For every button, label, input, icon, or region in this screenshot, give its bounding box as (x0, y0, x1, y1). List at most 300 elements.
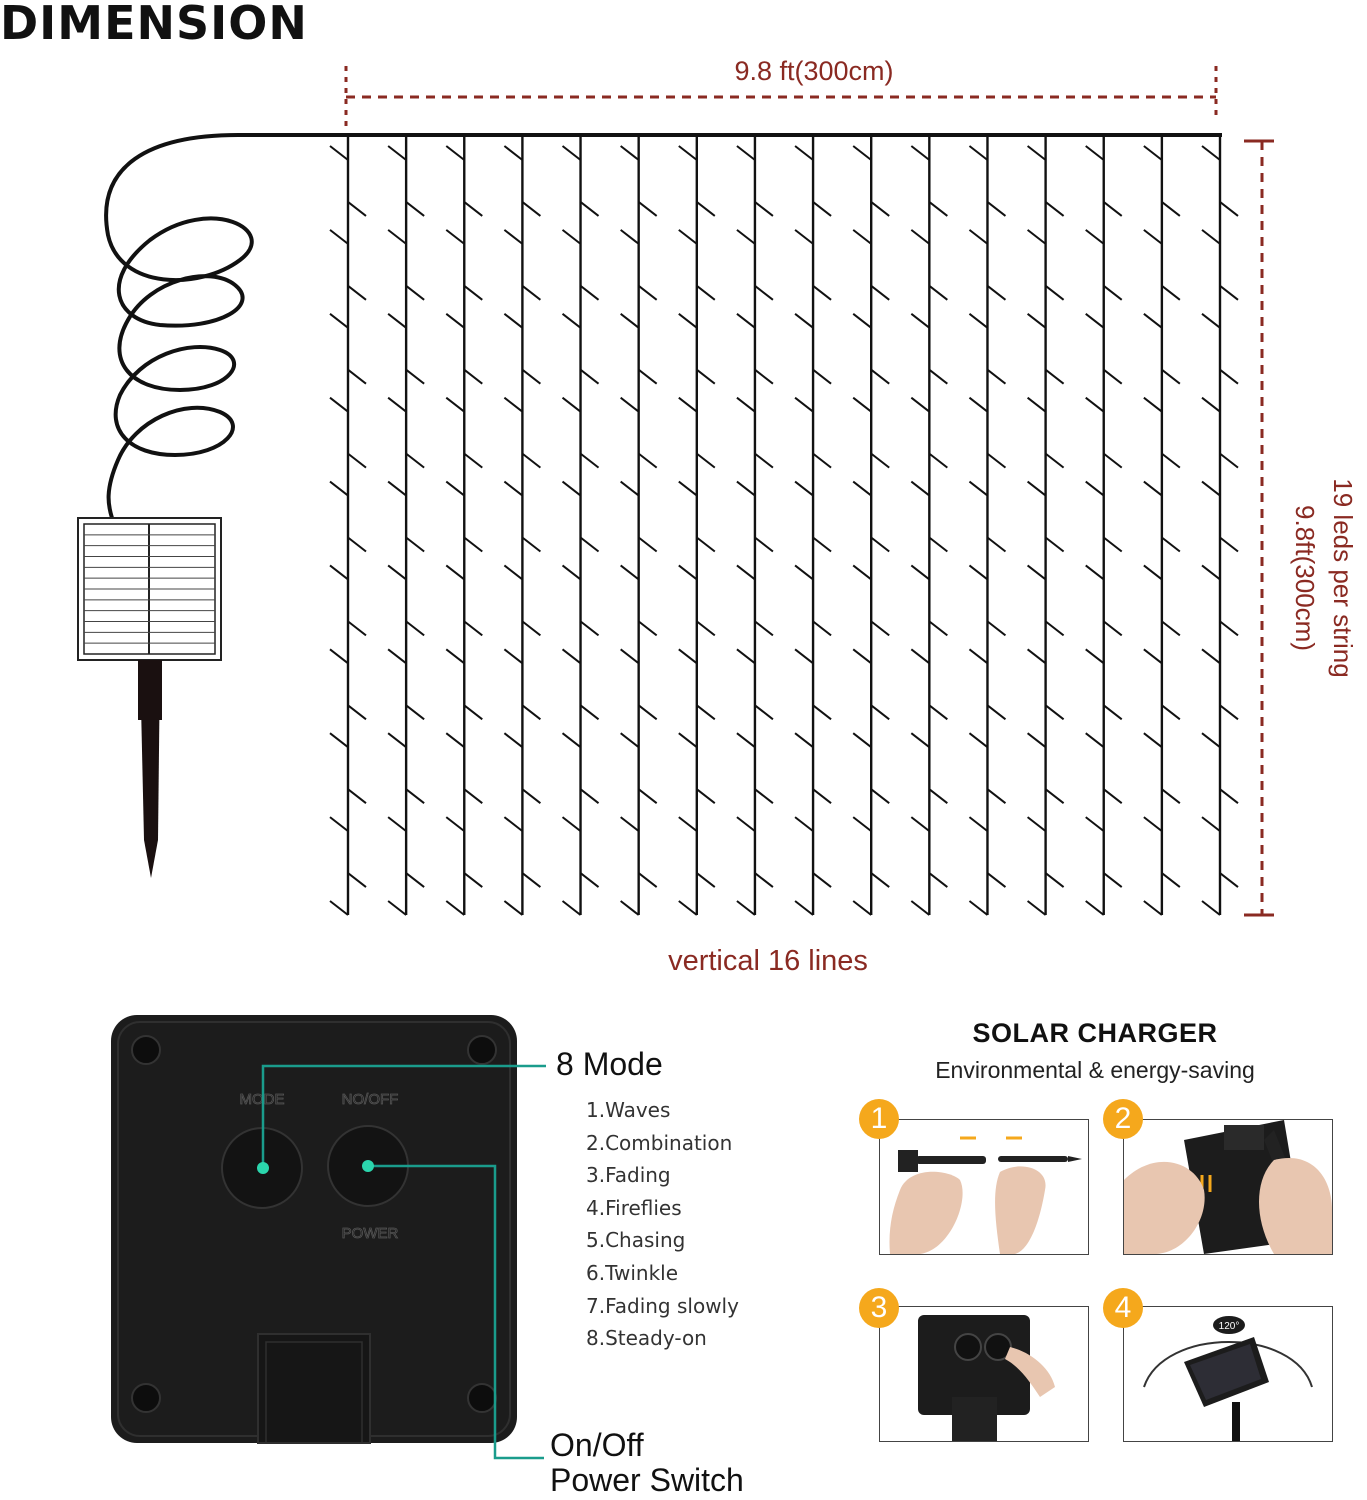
led-bulb (330, 565, 348, 579)
led-bulb (639, 286, 657, 300)
led-bulb (348, 370, 366, 384)
led-bulb (1046, 202, 1064, 216)
led-bulb (969, 398, 987, 412)
led-bulb (853, 398, 871, 412)
led-bulb (697, 705, 715, 719)
led-bulb (330, 901, 348, 915)
led-bulb (795, 146, 813, 160)
led-bulb (1104, 705, 1122, 719)
led-string (446, 137, 482, 915)
led-bulb (1162, 538, 1180, 552)
led-string (853, 137, 889, 915)
led-bulb (1028, 649, 1046, 663)
led-bulb (563, 817, 581, 831)
led-bulb (1086, 314, 1104, 328)
led-bulb (853, 817, 871, 831)
led-bulb (581, 454, 599, 468)
led-bulb (639, 705, 657, 719)
led-bulb (853, 565, 871, 579)
led-bulb (911, 817, 929, 831)
led-bulb (522, 370, 540, 384)
led-string (1086, 137, 1122, 915)
led-bulb (1202, 649, 1220, 663)
led-bulb (755, 873, 773, 887)
led-string (969, 137, 1005, 915)
stake-socket (258, 1334, 370, 1443)
led-bulb (1220, 621, 1238, 635)
led-string (1144, 137, 1180, 915)
led-bulb (581, 538, 599, 552)
led-bulb (1144, 482, 1162, 496)
led-bulb (1220, 705, 1238, 719)
led-bulb (969, 901, 987, 915)
led-bulb (621, 482, 639, 496)
led-bulb (1162, 873, 1180, 887)
led-bulb (871, 286, 889, 300)
mode-item: 4.Fireflies (586, 1195, 682, 1220)
led-bulb (911, 733, 929, 747)
led-bulb (813, 621, 831, 635)
led-bulb (504, 398, 522, 412)
led-bulb (522, 789, 540, 803)
led-bulb (406, 538, 424, 552)
led-bulb (464, 370, 482, 384)
led-bulb (1202, 146, 1220, 160)
led-bulb (929, 286, 947, 300)
led-bulb (563, 733, 581, 747)
led-bulb (348, 705, 366, 719)
led-string (679, 137, 715, 915)
led-bulb (1144, 146, 1162, 160)
led-bulb (697, 370, 715, 384)
power-switch-label (550, 1428, 744, 1498)
led-bulb (1086, 817, 1104, 831)
led-bulb (871, 789, 889, 803)
led-bulb (388, 482, 406, 496)
led-bulb (1144, 733, 1162, 747)
led-bulb (911, 314, 929, 328)
led-bulb (1086, 901, 1104, 915)
led-bulb (813, 538, 831, 552)
led-bulb (1104, 873, 1122, 887)
led-string (330, 137, 366, 915)
solar-panel (78, 518, 221, 660)
led-string (737, 137, 773, 915)
led-bulb (1028, 230, 1046, 244)
led-bulb (1144, 398, 1162, 412)
led-bulb (911, 146, 929, 160)
led-bulb (446, 817, 464, 831)
mode-item: 7.Fading slowly (586, 1293, 739, 1318)
led-bulb (697, 538, 715, 552)
led-bulb (987, 621, 1005, 635)
led-bulb (929, 621, 947, 635)
led-bulb (1028, 817, 1046, 831)
led-bulb (1202, 314, 1220, 328)
step-1-panel (879, 1119, 1089, 1255)
led-bulb (853, 230, 871, 244)
led-bulb (621, 733, 639, 747)
led-bulb (911, 901, 929, 915)
led-bulb (813, 202, 831, 216)
led-bulb (621, 230, 639, 244)
led-bulb (853, 482, 871, 496)
led-bulb (563, 649, 581, 663)
led-bulb (987, 370, 1005, 384)
step-2-panel (1123, 1119, 1333, 1255)
led-bulb (969, 314, 987, 328)
led-bulb (388, 398, 406, 412)
led-bulb (1104, 789, 1122, 803)
angle-label: 120° (1218, 1321, 1240, 1332)
led-bulb (330, 482, 348, 496)
led-bulb (563, 146, 581, 160)
height-label: 9.8ft(300cm) (1290, 505, 1320, 651)
led-bulb (388, 565, 406, 579)
led-bulb (464, 538, 482, 552)
led-bulb (969, 230, 987, 244)
led-bulb (737, 314, 755, 328)
led-bulb (581, 705, 599, 719)
led-bulb (348, 621, 366, 635)
led-bulb (1144, 565, 1162, 579)
led-bulb (1046, 286, 1064, 300)
led-bulb (388, 230, 406, 244)
led-bulb (795, 733, 813, 747)
led-bulb (621, 817, 639, 831)
led-bulb (737, 649, 755, 663)
mode-item: 5.Chasing (586, 1228, 686, 1253)
led-bulb (330, 146, 348, 160)
led-bulb (388, 733, 406, 747)
led-bulb (911, 482, 929, 496)
led-string (621, 137, 657, 915)
led-bulb (969, 565, 987, 579)
led-bulb (581, 873, 599, 887)
led-string (1202, 137, 1238, 915)
led-bulb (1046, 621, 1064, 635)
led-bulb (1028, 398, 1046, 412)
led-bulb (987, 454, 1005, 468)
led-bulb (697, 789, 715, 803)
led-bulb (911, 230, 929, 244)
led-bulb (406, 286, 424, 300)
led-bulb (929, 370, 947, 384)
led-bulb (1162, 621, 1180, 635)
led-bulb (504, 230, 522, 244)
led-bulb (581, 789, 599, 803)
led-bulb (969, 482, 987, 496)
led-bulb (697, 202, 715, 216)
led-bulb (1028, 146, 1046, 160)
led-bulb (504, 565, 522, 579)
led-bulb (737, 482, 755, 496)
led-bulb (1162, 370, 1180, 384)
led-bulb (330, 230, 348, 244)
led-bulb (755, 454, 773, 468)
led-bulb (795, 817, 813, 831)
led-bulb (1028, 901, 1046, 915)
led-bulb (1162, 789, 1180, 803)
led-bulb (813, 454, 831, 468)
led-bulb (1086, 733, 1104, 747)
led-bulb (581, 621, 599, 635)
led-bulb (1046, 370, 1064, 384)
led-bulb (1202, 901, 1220, 915)
led-strings (330, 137, 1238, 915)
led-bulb (1220, 873, 1238, 887)
led-bulb (563, 901, 581, 915)
led-bulb (1104, 621, 1122, 635)
onoff-button-text: NO/OFF (341, 1091, 399, 1108)
led-bulb (755, 705, 773, 719)
led-bulb (464, 286, 482, 300)
led-bulb (737, 565, 755, 579)
led-bulb (504, 649, 522, 663)
led-bulb (621, 565, 639, 579)
mode-item: 3.Fading (586, 1163, 671, 1188)
led-bulb (563, 565, 581, 579)
led-bulb (853, 314, 871, 328)
led-bulb (813, 286, 831, 300)
mode-list (586, 1094, 739, 1355)
adjust-angle-illustration (1124, 1307, 1332, 1441)
mode-item: 1.Waves (586, 1098, 671, 1122)
led-bulb (987, 705, 1005, 719)
led-bulb (348, 286, 366, 300)
led-bulb (969, 146, 987, 160)
led-bulb (697, 621, 715, 635)
led-bulb (813, 370, 831, 384)
led-bulb (1202, 398, 1220, 412)
led-bulb (522, 705, 540, 719)
led-bulb (639, 202, 657, 216)
led-bulb (581, 370, 599, 384)
mode-item: 6.Twinkle (586, 1260, 679, 1285)
led-bulb (504, 817, 522, 831)
led-bulb (911, 398, 929, 412)
led-bulb (581, 202, 599, 216)
led-bulb (406, 202, 424, 216)
led-bulb (446, 482, 464, 496)
led-bulb (464, 705, 482, 719)
led-bulb (348, 789, 366, 803)
led-bulb (679, 817, 697, 831)
led-string (563, 137, 599, 915)
step-badge: 3 (859, 1288, 899, 1328)
led-bulb (755, 789, 773, 803)
leds-per-string-label: 19 leds per string (1328, 478, 1358, 678)
led-bulb (446, 901, 464, 915)
led-bulb (813, 789, 831, 803)
led-bulb (871, 705, 889, 719)
led-bulb (1144, 901, 1162, 915)
led-bulb (987, 286, 1005, 300)
led-bulb (795, 482, 813, 496)
led-bulb (1028, 482, 1046, 496)
led-bulb (504, 482, 522, 496)
led-bulb (679, 314, 697, 328)
step-4-panel (1123, 1306, 1333, 1442)
led-bulb (755, 370, 773, 384)
led-bulb (871, 454, 889, 468)
led-bulb (504, 733, 522, 747)
led-bulb (1144, 817, 1162, 831)
led-bulb (737, 398, 755, 412)
led-bulb (330, 733, 348, 747)
led-bulb (1104, 202, 1122, 216)
led-bulb (1028, 565, 1046, 579)
led-bulb (1202, 482, 1220, 496)
led-bulb (929, 538, 947, 552)
led-bulb (1046, 705, 1064, 719)
led-bulb (679, 565, 697, 579)
connect-stake-illustration (880, 1120, 1088, 1254)
led-bulb (348, 202, 366, 216)
led-bulb (755, 286, 773, 300)
led-bulb (795, 649, 813, 663)
switch-line-1: On/Off (550, 1427, 644, 1463)
led-bulb (853, 733, 871, 747)
led-bulb (388, 901, 406, 915)
led-bulb (563, 230, 581, 244)
led-bulb (969, 733, 987, 747)
led-bulb (1086, 230, 1104, 244)
led-bulb (1086, 565, 1104, 579)
led-bulb (1144, 230, 1162, 244)
led-bulb (522, 621, 540, 635)
led-bulb (737, 230, 755, 244)
led-bulb (1046, 789, 1064, 803)
led-bulb (1046, 873, 1064, 887)
led-bulb (522, 454, 540, 468)
led-bulb (621, 398, 639, 412)
led-bulb (446, 398, 464, 412)
led-bulb (1104, 370, 1122, 384)
led-bulb (563, 314, 581, 328)
led-bulb (1104, 454, 1122, 468)
step-badge: 2 (1103, 1099, 1143, 1139)
led-bulb (388, 314, 406, 328)
led-bulb (987, 789, 1005, 803)
led-bulb (1046, 538, 1064, 552)
mode-item: 8.Steady-on (586, 1326, 707, 1351)
led-bulb (446, 565, 464, 579)
led-bulb (522, 286, 540, 300)
led-bulb (1202, 817, 1220, 831)
led-bulb (406, 705, 424, 719)
led-bulb (737, 733, 755, 747)
led-bulb (813, 705, 831, 719)
switch-line-2: Power Switch (550, 1462, 744, 1498)
led-bulb (871, 538, 889, 552)
led-bulb (679, 146, 697, 160)
led-bulb (679, 901, 697, 915)
led-bulb (464, 454, 482, 468)
led-bulb (1220, 202, 1238, 216)
led-bulb (1104, 538, 1122, 552)
led-bulb (755, 538, 773, 552)
mode-item: 2.Combination (586, 1130, 733, 1155)
led-bulb (446, 230, 464, 244)
led-bulb (987, 202, 1005, 216)
led-bulb (464, 789, 482, 803)
led-bulb (1144, 649, 1162, 663)
led-bulb (1046, 454, 1064, 468)
press-button-illustration (880, 1307, 1088, 1441)
led-bulb (639, 454, 657, 468)
led-bulb (987, 873, 1005, 887)
led-bulb (581, 286, 599, 300)
led-bulb (1220, 286, 1238, 300)
led-bulb (813, 873, 831, 887)
attach-panel-illustration (1124, 1120, 1332, 1254)
led-bulb (1202, 230, 1220, 244)
led-bulb (1104, 286, 1122, 300)
led-bulb (697, 286, 715, 300)
led-bulb (330, 398, 348, 412)
led-bulb (1028, 314, 1046, 328)
lines-label: vertical 16 lines (668, 945, 868, 977)
led-bulb (504, 146, 522, 160)
step-badge: 1 (859, 1099, 899, 1139)
led-bulb (929, 454, 947, 468)
height-dimension (1244, 141, 1274, 915)
led-bulb (348, 454, 366, 468)
solar-charger-title: SOLAR CHARGER (972, 1018, 1218, 1048)
led-bulb (911, 565, 929, 579)
led-bulb (388, 817, 406, 831)
led-bulb (679, 398, 697, 412)
led-bulb (795, 565, 813, 579)
led-string (504, 137, 540, 915)
led-bulb (446, 649, 464, 663)
led-bulb (563, 398, 581, 412)
led-bulb (795, 230, 813, 244)
led-bulb (1220, 454, 1238, 468)
led-bulb (871, 873, 889, 887)
led-bulb (697, 454, 715, 468)
led-bulb (330, 649, 348, 663)
led-bulb (388, 649, 406, 663)
led-bulb (1086, 649, 1104, 663)
led-bulb (853, 649, 871, 663)
step-badge: 4 (1103, 1288, 1143, 1328)
power-text: POWER (341, 1225, 399, 1242)
led-bulb (679, 482, 697, 496)
led-string (388, 137, 424, 915)
led-bulb (795, 398, 813, 412)
solar-charger-subtitle: Environmental & energy-saving (935, 1057, 1255, 1083)
led-bulb (464, 202, 482, 216)
led-bulb (388, 146, 406, 160)
modes-title: 8 Mode (556, 1046, 663, 1082)
led-bulb (911, 649, 929, 663)
led-bulb (406, 621, 424, 635)
led-bulb (1162, 202, 1180, 216)
led-bulb (737, 817, 755, 831)
led-bulb (348, 538, 366, 552)
led-bulb (737, 901, 755, 915)
led-bulb (1162, 454, 1180, 468)
led-string (911, 137, 947, 915)
led-bulb (755, 621, 773, 635)
led-bulb (755, 202, 773, 216)
led-bulb (406, 873, 424, 887)
mode-button-text: MODE (239, 1091, 285, 1108)
led-bulb (563, 482, 581, 496)
led-bulb (1028, 733, 1046, 747)
